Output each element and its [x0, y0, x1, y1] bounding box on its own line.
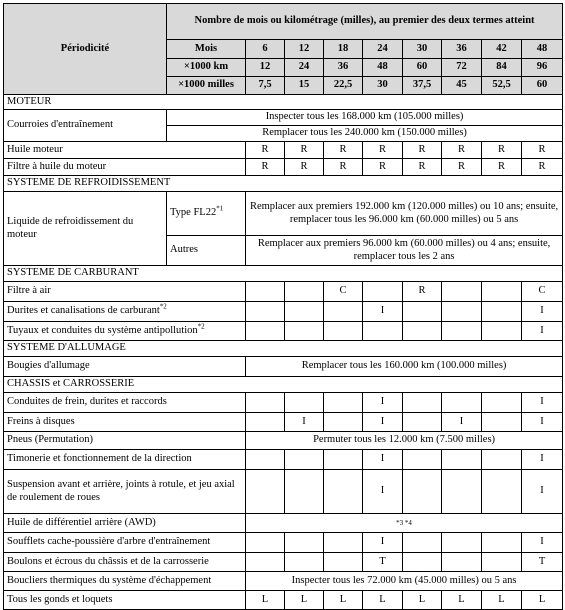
cell [324, 470, 363, 514]
row-text: Remplacer aux premiers 96.000 km (60.000 milles) ou 4 ans; ensuite, remplacer tous les 2 ans [246, 236, 563, 266]
cell: L [285, 591, 324, 610]
row-label: Filtre à air [4, 282, 246, 302]
header-title-row [4, 4, 563, 40]
cell [403, 322, 442, 341]
cell: L [363, 591, 403, 610]
cell [246, 533, 285, 553]
cell: I [363, 533, 403, 553]
cell [403, 302, 442, 322]
cell: I [522, 322, 563, 341]
month-cell: 6 [246, 40, 285, 59]
row-label: Huile de différentiel arrière (AWD) [4, 514, 246, 533]
cell: R [363, 142, 403, 159]
cell [324, 393, 363, 413]
row-label: Boulons et écrous du châssis et de la carrosserie [4, 553, 246, 572]
km-cell: 48 [363, 59, 403, 77]
cell: I [522, 470, 563, 514]
cell: I [522, 450, 563, 470]
cell [403, 553, 442, 572]
cell: L [324, 591, 363, 610]
month-cell: 36 [442, 40, 482, 59]
row-label: Freins à disques [4, 413, 246, 432]
cell: I [363, 470, 403, 514]
table-row [4, 572, 563, 591]
cell: R [403, 282, 442, 302]
cell [324, 450, 363, 470]
cell: L [403, 591, 442, 610]
row-label: Courroies d'entraînement [4, 110, 167, 142]
cell [285, 470, 324, 514]
cell [246, 302, 285, 322]
cell [482, 450, 522, 470]
table-row [4, 302, 563, 322]
cell [482, 470, 522, 514]
cell: R [442, 159, 482, 176]
table-row [4, 533, 563, 553]
row-text: Inspecter tous les 168.000 km (105.000 milles) [167, 110, 563, 126]
row-text: Inspecter tous les 72.000 km (45.000 milles) ou 5 ans [246, 572, 563, 591]
cell: I [522, 393, 563, 413]
table-row [4, 192, 563, 236]
cell [246, 450, 285, 470]
miles-cell: 15 [285, 77, 324, 95]
cell [442, 553, 482, 572]
cell [482, 553, 522, 572]
section-allumage: SYSTEME D'ALLUMAGE [4, 341, 563, 357]
cell: I [522, 533, 563, 553]
months-label: Mois [167, 40, 246, 59]
km-cell: 84 [482, 59, 522, 77]
cell: L [482, 591, 522, 610]
cell [442, 393, 482, 413]
cell: R [363, 159, 403, 176]
cell [403, 450, 442, 470]
table-row [4, 357, 563, 377]
section-refroidissement: SYSTEME DE REFROIDISSEMENT [4, 176, 563, 192]
table-row [4, 413, 563, 432]
month-cell: 18 [324, 40, 363, 59]
row-text: Permuter tous les 12.000 km (7.500 milles) [246, 432, 563, 450]
km-cell: 24 [285, 59, 324, 77]
cell: I [363, 413, 403, 432]
cell: I [285, 413, 324, 432]
row-text: Remplacer aux premiers 192.000 km (120.000 milles) ou 10 ans; ensuite, remplacer tous les 96.000 km (60.000 milles) ou 5 ans [246, 192, 563, 236]
table-row [4, 322, 563, 341]
cell [403, 533, 442, 553]
coolant-type-fl22: Type FL22$^{*1}$ [167, 192, 246, 236]
periodicite-header: Périodicité [4, 4, 167, 95]
row-label: Durites et canalisations de carburant$^{*2}$ [4, 302, 246, 322]
miles-cell: 52,5 [482, 77, 522, 95]
miles-cell: 60 [522, 77, 563, 95]
month-cell: 30 [403, 40, 442, 59]
row-label: Tous les gonds et loquets [4, 591, 246, 610]
month-cell: 42 [482, 40, 522, 59]
cell: I [442, 413, 482, 432]
row-label: Tuyaux et conduites du système antipollution$^{*2}$ [4, 322, 246, 341]
row-text: Remplacer tous les 160.000 km (100.000 milles) [246, 357, 563, 377]
table-row [4, 142, 563, 159]
cell [442, 470, 482, 514]
row-label: Timonerie et fonctionnement de la direction [4, 450, 246, 470]
cell [246, 553, 285, 572]
cell: I [522, 413, 563, 432]
miles-cell: 30 [363, 77, 403, 95]
cell [482, 393, 522, 413]
cell [403, 470, 442, 514]
cell: R [285, 142, 324, 159]
section-carburant: SYSTEME DE CARBURANT [4, 266, 563, 282]
cell [442, 533, 482, 553]
miles-cell: 37,5 [403, 77, 442, 95]
cell: R [482, 159, 522, 176]
cell [403, 413, 442, 432]
cell: R [324, 159, 363, 176]
cell [246, 322, 285, 341]
cell: C [522, 282, 563, 302]
row-label: Conduites de frein, durites et raccords [4, 393, 246, 413]
cell: I [363, 393, 403, 413]
cell [324, 302, 363, 322]
cell: T [522, 553, 563, 572]
month-cell: 24 [363, 40, 403, 59]
cell [246, 413, 285, 432]
cell: R [522, 142, 563, 159]
table-row [4, 393, 563, 413]
section-chassis: CHASSIS et CARROSSERIE [4, 377, 563, 393]
cell [482, 322, 522, 341]
cell [285, 393, 324, 413]
cell: L [442, 591, 482, 610]
row-label: Soufflets cache-poussière d'arbre d'entraînement [4, 533, 246, 553]
section-moteur: MOTEUR [4, 95, 563, 110]
cell [403, 393, 442, 413]
row-label: Liquide de refroidissement du moteur [4, 192, 167, 266]
cell: R [403, 142, 442, 159]
maintenance-schedule-table [3, 3, 563, 610]
cell: T [363, 553, 403, 572]
table-row [4, 450, 563, 470]
cell [482, 282, 522, 302]
row-label: Huile moteur [4, 142, 246, 159]
cell: I [363, 450, 403, 470]
period-title: Nombre de mois ou kilométrage (milles), au premier des deux termes atteint [167, 4, 563, 40]
cell [285, 450, 324, 470]
miles-cell: 7,5 [246, 77, 285, 95]
cell [285, 533, 324, 553]
cell [482, 413, 522, 432]
coolant-type-other: Autres [167, 236, 246, 266]
month-cell: 12 [285, 40, 324, 59]
cell: R [442, 142, 482, 159]
cell: R [482, 142, 522, 159]
cell [246, 393, 285, 413]
cell: R [522, 159, 563, 176]
footnote-ref: *3 *4 [246, 514, 563, 533]
km-cell: 72 [442, 59, 482, 77]
table-row [4, 282, 563, 302]
cell [442, 282, 482, 302]
cell [363, 322, 403, 341]
cell: L [522, 591, 563, 610]
cell [246, 470, 285, 514]
km-cell: 36 [324, 59, 363, 77]
month-cell: 48 [522, 40, 563, 59]
table-row [4, 432, 563, 450]
cell [482, 302, 522, 322]
km-label: ×1000 km [167, 59, 246, 77]
cell [442, 450, 482, 470]
row-label: Pneus (Permutation) [4, 432, 246, 450]
km-cell: 60 [403, 59, 442, 77]
cell: R [285, 159, 324, 176]
cell [363, 282, 403, 302]
row-label: Filtre à huile du moteur [4, 159, 246, 176]
cell: C [324, 282, 363, 302]
cell [285, 322, 324, 341]
cell [324, 533, 363, 553]
cell [246, 282, 285, 302]
cell: R [246, 142, 285, 159]
row-label: Suspension avant et arrière, joints à rotule, et jeu axial de roulement de roues [4, 470, 246, 514]
cell [285, 302, 324, 322]
cell [442, 322, 482, 341]
cell: R [403, 159, 442, 176]
cell [324, 413, 363, 432]
cell [482, 533, 522, 553]
row-label: Boucliers thermiques du système d'échappement [4, 572, 246, 591]
row-text: Remplacer tous les 240.000 km (150.000 milles) [167, 126, 563, 142]
cell: L [246, 591, 285, 610]
table-row [4, 470, 563, 514]
km-cell: 96 [522, 59, 563, 77]
table-row [4, 110, 563, 126]
cell: I [363, 302, 403, 322]
cell: R [246, 159, 285, 176]
miles-cell: 22,5 [324, 77, 363, 95]
row-label: Bougies d'allumage [4, 357, 246, 377]
cell [285, 282, 324, 302]
table-row [4, 553, 563, 572]
cell [285, 553, 324, 572]
miles-cell: 45 [442, 77, 482, 95]
table-row [4, 159, 563, 176]
miles-label: ×1000 milles [167, 77, 246, 95]
cell [442, 302, 482, 322]
cell [324, 553, 363, 572]
cell: R [324, 142, 363, 159]
cell: I [522, 302, 563, 322]
table-row [4, 514, 563, 533]
table-row [4, 591, 563, 610]
km-cell: 12 [246, 59, 285, 77]
cell [324, 322, 363, 341]
